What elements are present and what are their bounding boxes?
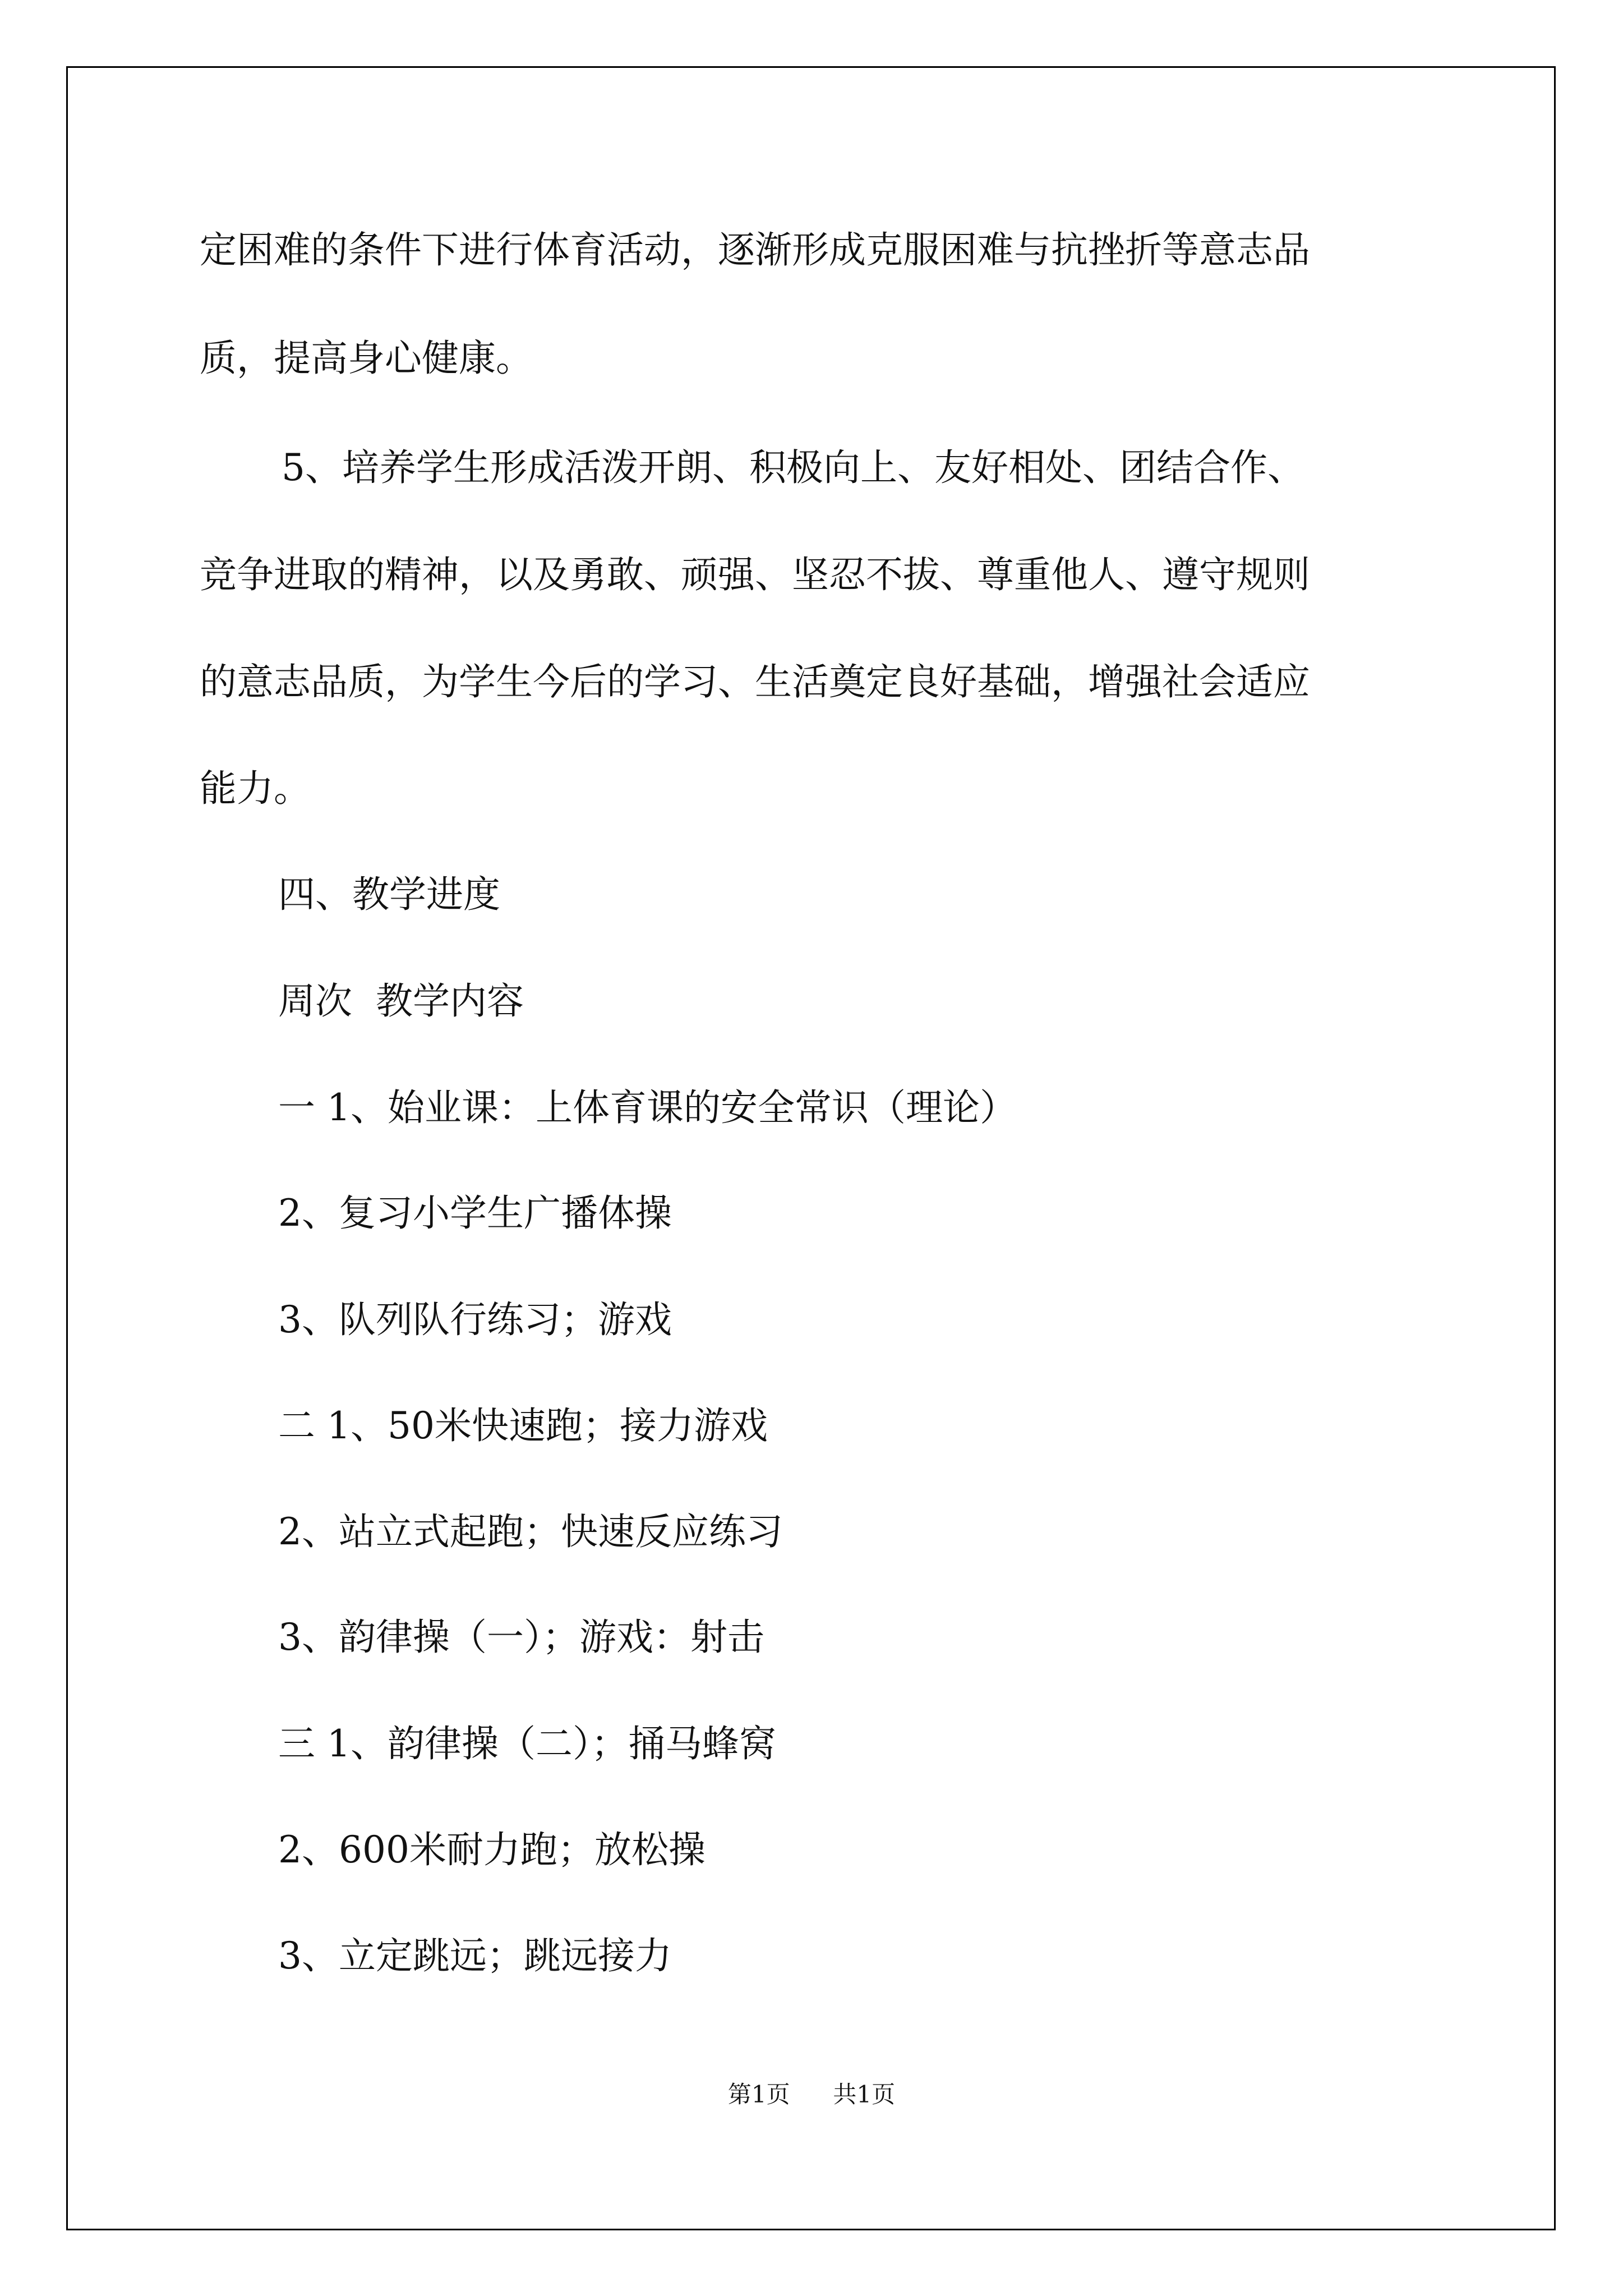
footer-total-pages: 共1页: [833, 2081, 896, 2108]
schedule-header: 周次 教学内容: [278, 979, 524, 1023]
schedule-row: 2、复习小学生广播体操: [278, 1191, 672, 1235]
paragraph-2-line-4: 能力。: [200, 767, 311, 810]
footer-current-page: 第1页: [727, 2081, 790, 2108]
schedule-row: 一 1、始业课：上体育课的安全常识（理论）: [278, 1086, 1017, 1129]
section-heading: 四、教学进度: [278, 873, 500, 916]
paragraph-1-line-2: 质，提高身心健康。: [200, 337, 533, 380]
schedule-row: 3、队列队行练习；游戏: [278, 1298, 672, 1341]
schedule-row: 3、韵律操（一）；游戏：射击: [278, 1616, 764, 1659]
schedule-row: 3、立定跳远；跳远接力: [278, 1934, 672, 1977]
page-footer: [0, 2079, 1623, 2110]
schedule-row: 2、600米耐力跑；放松操: [278, 1828, 706, 1871]
paragraph-1-line-1: 定困难的条件下进行体育活动，逐渐形成克服困难与抗挫折等意志品: [200, 228, 1310, 272]
schedule-row: 2、站立式起跑；快速反应练习: [278, 1510, 783, 1553]
paragraph-2-line-3: 的意志品质，为学生今后的学习、生活奠定良好基础，增强社会适应: [200, 660, 1310, 703]
paragraph-2-line-1: 5、培养学生形成活泼开朗、积极向上、友好相处、团结合作、: [282, 446, 1304, 489]
page-border: [66, 66, 1556, 2230]
schedule-row: 二 1、50米快速跑；接力游戏: [278, 1404, 768, 1447]
paragraph-2-line-2: 竞争进取的精神，以及勇敢、顽强、坚忍不拔、尊重他人、遵守规则: [200, 553, 1310, 596]
schedule-row: 三 1、韵律操（二）；捅马蜂窝: [278, 1722, 776, 1765]
